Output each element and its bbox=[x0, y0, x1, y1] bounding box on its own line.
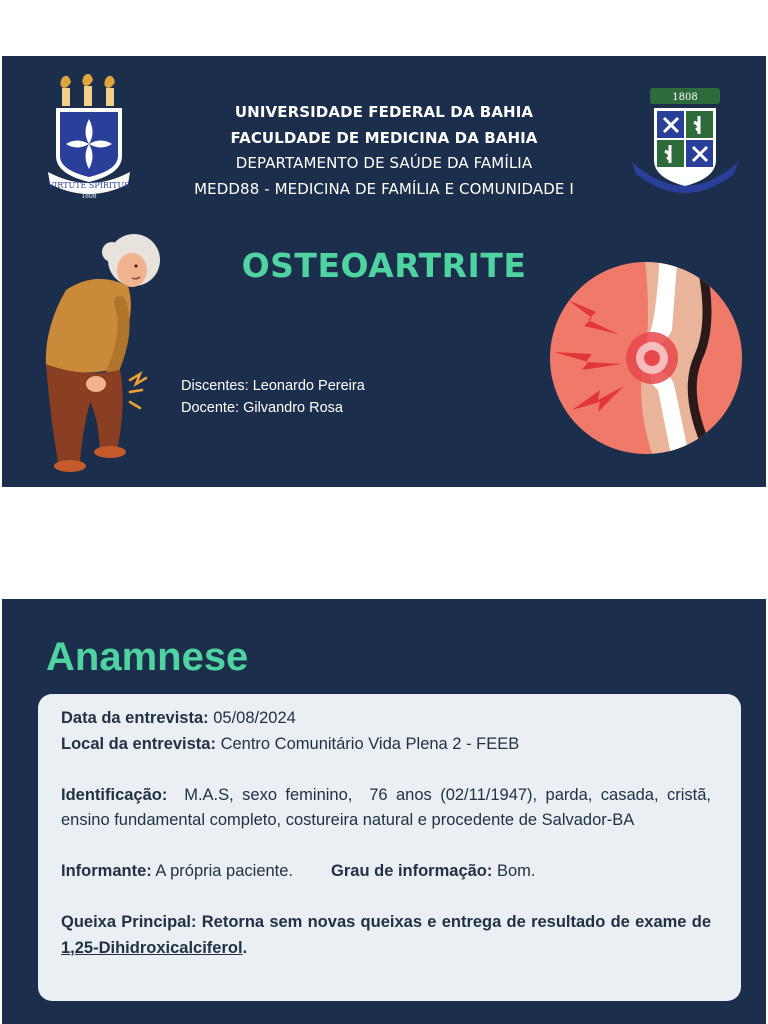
course-name: MEDD88 - MEDICINA DE FAMÍLIA E COMUNIDADE I bbox=[194, 179, 574, 198]
interview-place: Local da entrevista: Centro Comunitário Vida Plena 2 - FEEB bbox=[61, 734, 520, 753]
ufba-emblem-icon bbox=[44, 74, 134, 209]
elderly-woman-knee-pain-icon bbox=[36, 232, 166, 487]
knee-joint-pain-icon bbox=[548, 260, 744, 456]
identification: Identificação: M.A.S, sexo feminino, 76 anos (02/11/1947), parda, casada, cristã, ensino fundamental completo, costureira natural e procedente de Salvador-BA bbox=[61, 785, 716, 829]
svg-text:VIRTUTE SPIRITUS: VIRTUTE SPIRITUS bbox=[48, 181, 130, 190]
department-name: DEPARTAMENTO DE SAÚDE DA FAMÍLIA bbox=[235, 154, 533, 172]
anamnesis-slide bbox=[2, 599, 766, 1024]
presentation-title: OSTEOARTRITE bbox=[241, 246, 527, 285]
faculty-name: FACULDADE DE MEDICINA DA BAHIA bbox=[230, 128, 538, 147]
credits bbox=[181, 375, 365, 419]
title-slide bbox=[2, 56, 766, 487]
section-title: Anamnese bbox=[46, 635, 249, 679]
teacher-label: Docente: Gilvandro Rosa bbox=[181, 400, 343, 416]
anamnesis-card bbox=[38, 694, 741, 1001]
svg-text:1808: 1808 bbox=[672, 92, 698, 103]
university-name: UNIVERSIDADE FEDERAL DA BAHIA bbox=[234, 103, 534, 121]
institution-header bbox=[142, 100, 626, 202]
svg-text:1808: 1808 bbox=[81, 193, 97, 200]
students-label: Discentes: Leonardo Pereira bbox=[181, 378, 365, 394]
chief-complaint: Queixa Principal: Retorna sem novas queixas e entrega de resultado de exame de 1,25-Dihidroxicalciferol. bbox=[61, 913, 711, 957]
interview-date: Data da entrevista: 05/08/2024 bbox=[61, 709, 296, 727]
fmb-emblem-icon bbox=[630, 82, 740, 202]
exam-link[interactable]: 1,25-Dihidroxicalciferol bbox=[61, 938, 243, 957]
informant-row: Informante: A própria paciente. Grau de informação: Bom. bbox=[61, 862, 536, 880]
